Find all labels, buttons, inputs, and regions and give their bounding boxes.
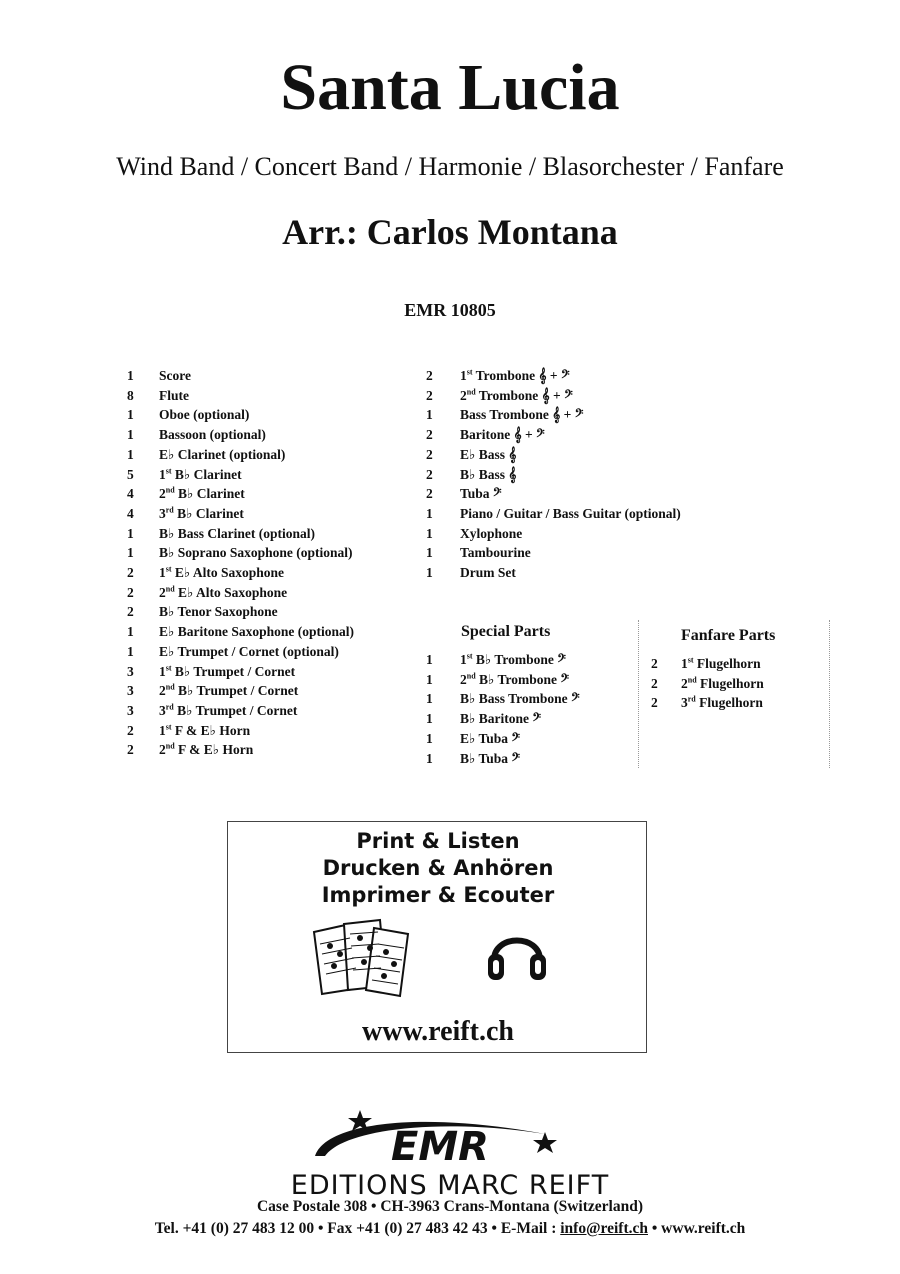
part-ordinal: 2 (159, 742, 166, 758)
ordinal-suffix: nd (466, 671, 476, 681)
fanfare-parts-heading: Fanfare Parts (681, 627, 776, 644)
part-label: B♭ Trumpet / Cornet (174, 683, 299, 699)
part-ordinal: 1 (159, 722, 166, 738)
part-name (460, 525, 522, 543)
part-ordinal: 1 (159, 466, 166, 482)
part-quantity: 8 (127, 387, 134, 403)
part-label: Oboe (optional) (159, 407, 250, 423)
publisher-name: EDITIONS MARC REIFT (290, 1170, 610, 1201)
part-ordinal: 2 (460, 387, 467, 403)
ordinal-suffix: nd (687, 675, 697, 685)
emr-logo (305, 1106, 570, 1174)
ordinal-suffix: st (466, 367, 473, 377)
ordinal-suffix: st (165, 564, 172, 574)
part-label: E♭ Alto Saxophone (174, 584, 288, 600)
part-label: B♭ Bass 𝄞 (460, 466, 517, 482)
part-label: B♭ Tenor Saxophone (159, 604, 278, 620)
ordinal-suffix: rd (165, 505, 174, 515)
part-ordinal: 1 (460, 368, 467, 383)
part-quantity: 1 (127, 643, 134, 659)
part-ordinal: 2 (159, 486, 166, 502)
part-quantity: 2 (426, 446, 433, 462)
ordinal-suffix: st (466, 651, 473, 661)
part-quantity: 1 (426, 525, 433, 541)
part-ordinal: 1 (159, 663, 166, 679)
part-label: Flute (159, 387, 189, 403)
part-quantity: 1 (127, 407, 134, 423)
part-quantity: 3 (127, 702, 134, 718)
page-title: Santa Lucia (280, 51, 620, 124)
part-label: B♭ Bass Clarinet (optional) (159, 525, 316, 541)
part-label: B♭ Trombone 𝄢 (472, 652, 566, 667)
part-label: E♭ Alto Saxophone (171, 565, 285, 580)
part-label: B♭ Baritone 𝄢 (460, 711, 542, 727)
part-quantity: 2 (426, 466, 433, 482)
part-quantity: 2 (651, 695, 658, 711)
publisher-address: Case Postale 308 • CH-3963 Crans-Montana (Switzerland) (256, 1198, 643, 1215)
part-ordinal: 2 (159, 584, 166, 600)
part-name (159, 406, 249, 424)
part-label: E♭ Trumpet / Cornet (optional) (159, 643, 339, 659)
part-label: B♭ Bass Trombone 𝄢 (460, 691, 580, 707)
part-name (460, 406, 583, 424)
part-label: Baritone 𝄞 + 𝄢 (460, 427, 545, 443)
part-ordinal: 1 (460, 652, 467, 667)
part-name (460, 750, 520, 768)
part-name (159, 485, 245, 503)
part-label: B♭ Clarinet (173, 505, 244, 521)
headphones-icon (484, 920, 550, 986)
ensemble-subtitle: Wind Band / Concert Band / Harmonie / Blasorchester / Fanfare (116, 152, 784, 181)
part-quantity: 2 (651, 656, 658, 671)
part-label: Flugelhorn (696, 675, 764, 691)
email-link[interactable]: info@reift.ch (560, 1220, 648, 1237)
part-name (159, 702, 297, 720)
part-label: B♭ Clarinet (174, 486, 245, 502)
part-quantity: 1 (127, 545, 134, 561)
part-ordinal: 2 (681, 675, 688, 691)
part-name (460, 651, 566, 669)
part-name (460, 505, 681, 523)
part-label: B♭ Soprano Saxophone (optional) (159, 545, 353, 561)
contact-phone-fax: Tel. +41 (0) 27 483 12 00 • Fax +41 (0) 27 483 42 43 • E-Mail : (154, 1220, 561, 1237)
part-ordinal: 3 (159, 702, 166, 718)
part-quantity: 2 (127, 722, 134, 738)
part-label: Trombone 𝄞 + 𝄢 (472, 368, 570, 383)
part-label: B♭ Trombone 𝄢 (475, 671, 570, 687)
part-label: Score (159, 368, 191, 383)
part-name (159, 722, 250, 740)
part-quantity: 3 (127, 663, 134, 679)
part-quantity: 2 (426, 427, 433, 443)
arranger: Arr.: Carlos Montana (282, 212, 618, 252)
part-name (159, 387, 189, 405)
part-quantity: 1 (426, 750, 433, 766)
part-quantity: 1 (426, 691, 433, 707)
part-label: Drum Set (460, 565, 516, 580)
part-name (460, 564, 516, 582)
part-name (460, 690, 580, 708)
part-label: Trombone 𝄞 + 𝄢 (475, 387, 573, 403)
part-ordinal: 3 (159, 505, 166, 521)
part-name (460, 367, 570, 385)
part-label: F & E♭ Horn (174, 742, 254, 758)
part-quantity: 1 (426, 407, 433, 423)
part-quantity: 1 (426, 652, 433, 667)
part-name (681, 655, 761, 673)
ordinal-suffix: nd (165, 584, 175, 594)
part-name (460, 387, 573, 405)
part-label: E♭ Tuba 𝄢 (460, 730, 521, 746)
ordinal-suffix: nd (165, 485, 175, 495)
part-name (159, 544, 353, 562)
part-name (159, 466, 242, 484)
part-label: Piano / Guitar / Bass Guitar (optional) (460, 505, 681, 521)
divider-right (829, 620, 830, 768)
part-quantity: 4 (127, 486, 134, 502)
part-quantity: 2 (426, 368, 433, 383)
part-name (460, 544, 531, 562)
part-label: Tambourine (460, 545, 531, 561)
promo-line-german: Drucken & Anhören (322, 856, 554, 880)
part-ordinal: 3 (681, 695, 688, 711)
part-name (159, 426, 266, 444)
part-quantity: 2 (127, 742, 134, 758)
part-label: Flugelhorn (693, 656, 761, 671)
part-name (681, 694, 763, 712)
part-ordinal: 2 (159, 683, 166, 699)
part-name (159, 505, 244, 523)
part-quantity: 5 (127, 466, 134, 482)
part-quantity: 2 (651, 675, 658, 691)
ordinal-suffix: st (165, 663, 172, 672)
promo-line-french: Imprimer & Ecouter (321, 883, 555, 907)
promo-url[interactable]: www.reift.ch (362, 1016, 514, 1047)
part-name (460, 671, 569, 689)
part-quantity: 3 (127, 683, 134, 699)
part-quantity: 1 (426, 565, 433, 580)
part-quantity: 4 (127, 505, 134, 521)
part-quantity: 1 (127, 624, 134, 640)
part-label: B♭ Trumpet / Cornet (171, 663, 296, 679)
part-quantity: 2 (426, 486, 433, 502)
part-ordinal: 2 (460, 671, 467, 687)
part-label: Flugelhorn (695, 695, 763, 711)
part-name (159, 623, 354, 641)
part-label: Xylophone (460, 525, 523, 541)
part-label: Bassoon (optional) (159, 427, 266, 443)
ordinal-suffix: st (687, 655, 694, 665)
sheet-music-icon (310, 918, 422, 998)
part-name (159, 584, 287, 602)
logo-text: EMR (391, 1124, 489, 1170)
ordinal-suffix: st (165, 722, 172, 732)
part-label: Tuba 𝄢 (460, 486, 502, 502)
part-quantity: 1 (127, 446, 134, 462)
part-label: E♭ Bass 𝄞 (460, 446, 517, 462)
part-quantity: 1 (426, 730, 433, 746)
part-name (460, 710, 541, 728)
promo-line-english: Print & Listen (356, 829, 520, 853)
part-name (460, 466, 516, 484)
part-quantity: 2 (127, 604, 134, 620)
part-name (159, 367, 191, 385)
part-quantity: 2 (426, 387, 433, 403)
part-quantity: 1 (426, 711, 433, 727)
part-label: Bass Trombone 𝄞 + 𝄢 (460, 407, 584, 423)
part-label: B♭ Tuba 𝄢 (460, 750, 521, 766)
part-name (460, 426, 545, 444)
contact-website[interactable]: • www.reift.ch (648, 1220, 746, 1237)
ordinal-suffix: st (165, 466, 172, 475)
ordinal-suffix: nd (466, 387, 476, 397)
part-quantity: 1 (127, 427, 134, 443)
part-name (681, 675, 764, 693)
divider-left (638, 620, 639, 768)
part-quantity: 1 (426, 545, 433, 561)
part-label: F & E♭ Horn (171, 722, 251, 738)
special-parts-heading: Special Parts (461, 623, 551, 640)
part-name (460, 485, 502, 503)
part-name (159, 682, 298, 700)
part-name (159, 663, 295, 681)
part-name (159, 643, 339, 661)
part-quantity: 1 (426, 505, 433, 521)
part-label: E♭ Clarinet (optional) (159, 446, 286, 462)
part-name (159, 525, 315, 543)
part-name (159, 603, 278, 621)
part-quantity: 1 (127, 525, 134, 541)
ordinal-suffix: nd (165, 741, 175, 751)
part-name (159, 741, 253, 759)
part-name (460, 446, 516, 464)
part-label: E♭ Baritone Saxophone (optional) (159, 624, 355, 640)
part-quantity: 1 (426, 671, 433, 687)
part-quantity: 2 (127, 565, 134, 580)
ordinal-suffix: nd (165, 682, 175, 692)
part-ordinal: 1 (681, 656, 688, 671)
ordinal-suffix: rd (165, 702, 174, 712)
print-listen-box[interactable] (227, 821, 647, 1053)
part-quantity: 1 (127, 368, 134, 383)
part-label: B♭ Clarinet (171, 466, 242, 482)
part-label: B♭ Trumpet / Cornet (173, 702, 298, 718)
publisher-contact (0, 1218, 900, 1240)
part-name (159, 446, 285, 464)
part-quantity: 2 (127, 584, 134, 600)
part-name (159, 564, 284, 582)
ordinal-suffix: rd (687, 694, 696, 704)
part-name (460, 730, 520, 748)
catalog-number: EMR 10805 (404, 300, 496, 320)
part-ordinal: 1 (159, 565, 166, 580)
